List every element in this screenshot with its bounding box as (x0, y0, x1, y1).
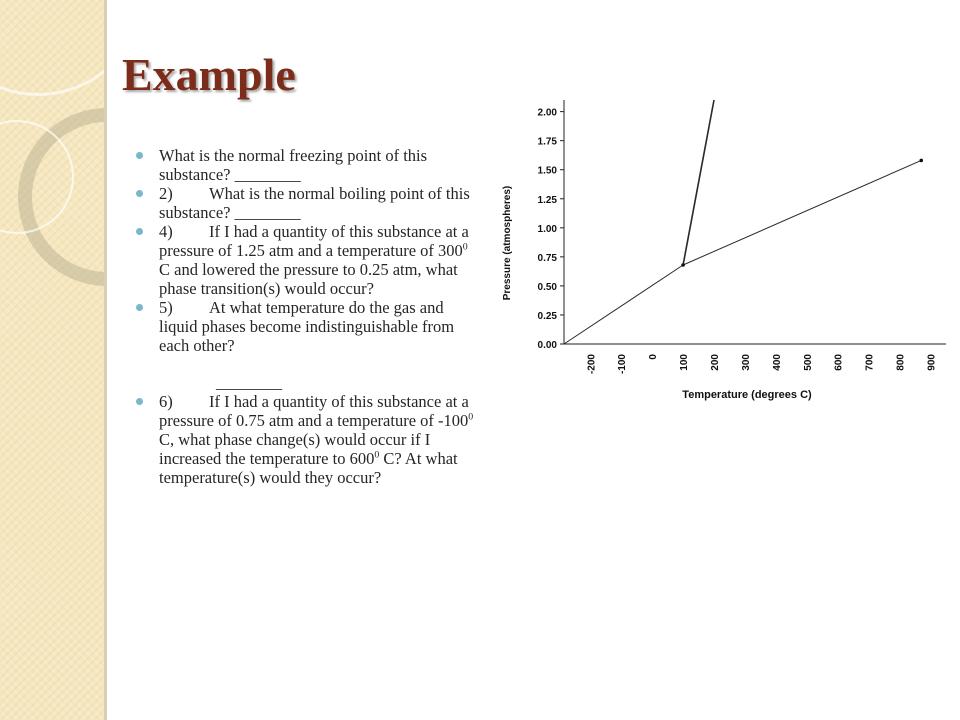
question-5-text: At what temperature do the gas and liquid phases become indistinguishable from each other? (159, 298, 455, 355)
question-6-text-mid: C, what phase change(s) would occur if I increased the temperature to 600 (159, 430, 431, 468)
x-tick-label: 500 (802, 354, 814, 371)
x-axis-ticks (586, 354, 937, 374)
phase-boundary-lines (564, 100, 921, 344)
chart-axes (564, 100, 946, 344)
y-tick-label: 0.50 (537, 281, 557, 293)
degree-superscript: 0 (462, 241, 468, 253)
question-5 (136, 298, 481, 392)
bullet-icon (136, 228, 143, 235)
bullet-icon (136, 152, 143, 159)
question-4-number: 4) (159, 222, 173, 241)
answer-blank: ________ (216, 373, 282, 392)
x-tick-label: 700 (864, 354, 876, 371)
degree-superscript: 0 (374, 449, 380, 461)
question-6 (136, 392, 481, 487)
phase-diagram-chart (494, 98, 946, 408)
sidebar-divider (104, 0, 107, 720)
x-axis-label: Temperature (degrees C) (682, 389, 812, 401)
bullet-icon (136, 190, 143, 197)
decorative-sidebar (0, 0, 104, 720)
y-tick-label: 1.25 (537, 194, 557, 206)
question-5-number: 5) (159, 298, 173, 317)
y-axis-label: Pressure (atmospheres) (502, 185, 513, 301)
y-tick-label: 1.00 (537, 223, 557, 235)
x-tick-label: 800 (895, 354, 907, 371)
decorative-ring-large (0, 0, 104, 96)
question-1 (136, 146, 481, 184)
data-point (919, 159, 923, 163)
x-tick-label: 0 (648, 354, 660, 360)
question-4-text-end: C and lowered the pressure to 0.25 atm, what phase transition(s) would occur? (159, 260, 458, 298)
bullet-icon (136, 304, 143, 311)
y-tick-label: 1.75 (537, 136, 557, 148)
question-6-number: 6) (159, 392, 173, 411)
y-tick-label: 0.75 (537, 252, 557, 264)
y-tick-label: 1.50 (537, 165, 557, 177)
question-2-text: What is the normal boiling point of this substance? ________ (159, 184, 470, 222)
x-tick-label: 300 (740, 354, 752, 371)
y-axis-ticks (538, 108, 564, 351)
question-4 (136, 222, 481, 298)
phase-boundary-line (564, 265, 683, 344)
question-4-text: If I had a quantity of this substance at a pressure of 1.25 atm and a temperature of 300 (159, 222, 469, 260)
x-tick-label: 400 (771, 354, 783, 371)
x-tick-label: 200 (710, 354, 722, 371)
y-tick-label: 0.00 (537, 340, 557, 351)
y-tick-label: 0.25 (537, 310, 557, 322)
data-point (681, 263, 685, 267)
slide-title: Example (122, 49, 296, 100)
question-list (136, 146, 481, 487)
x-tick-label: -100 (617, 354, 629, 375)
phase-boundary-line (683, 100, 714, 265)
x-tick-label: -200 (586, 354, 598, 375)
x-tick-label: 100 (679, 354, 691, 371)
question-1-text: What is the normal freezing point of this substance? ________ (159, 146, 428, 184)
question-6-text: If I had a quantity of this substance at a pressure of 0.75 atm and a temperature of -100 (159, 392, 469, 430)
degree-superscript: 0 (468, 411, 474, 423)
question-6-text-end: C? At what temperature(s) would they occur? (159, 449, 458, 487)
bullet-icon (136, 398, 143, 405)
x-tick-label: 600 (833, 354, 845, 371)
y-tick-label: 2.00 (537, 107, 557, 119)
x-tick-label: 900 (926, 354, 938, 371)
phase-boundary-line (683, 160, 921, 265)
question-2 (136, 184, 481, 222)
question-2-number: 2) (159, 184, 173, 203)
